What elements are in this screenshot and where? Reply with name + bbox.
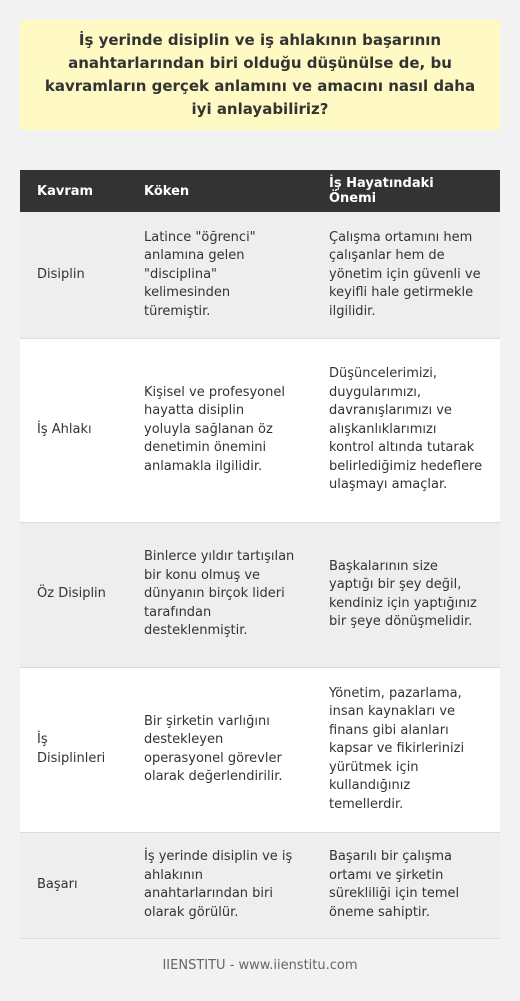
header-onemi: İş Hayatındaki Önemi — [312, 170, 500, 212]
table-row — [20, 338, 500, 522]
table-row — [20, 832, 500, 938]
cell-koken: Kişisel ve profesyonel hayatta disiplin yoluyla sağlanan öz denetimin önemini anlamakla ilgilidir. — [127, 338, 312, 522]
cell-onemi: Çalışma ortamını hem çalışanlar hem de yönetim için güvenli ve keyifli hale getirmekle ilgilidir. — [312, 212, 500, 338]
header-koken: Köken — [127, 170, 312, 212]
cell-onemi: Düşüncelerimizi, duygularımızı, davranışlarımızı ve alışkanlıklarımızı kontrol altında tutarak belirlediğimiz hedeflere ulaşmayı amaçlar. — [312, 338, 500, 522]
cell-koken: Binlerce yıldır tartışılan bir konu olmuş ve dünyanın birçok lideri tarafından desteklenmiştir. — [127, 522, 312, 667]
cell-koken: Latince "öğrenci" anlamına gelen "disciplina" kelimesinden türemiştir. — [127, 212, 312, 338]
cell-kavram: İş Ahlakı — [20, 338, 127, 522]
table-row — [20, 212, 500, 338]
cell-onemi: Başkalarının size yaptığı bir şey değil, kendiniz için yaptığınız bir şeye dönüşmelidir. — [312, 522, 500, 667]
cell-kavram: İş Disiplinleri — [20, 667, 127, 832]
cell-kavram: Disiplin — [20, 212, 127, 338]
cell-koken: Bir şirketin varlığını destekleyen operasyonel görevler olarak değerlendirilir. — [127, 667, 312, 832]
table-header-row — [20, 170, 500, 212]
cell-koken: İş yerinde disiplin ve iş ahlakının anahtarlarından biri olarak görülür. — [127, 832, 312, 938]
concept-table — [20, 170, 500, 939]
cell-kavram: Öz Disiplin — [20, 522, 127, 667]
cell-onemi: Yönetim, pazarlama, insan kaynakları ve finans gibi alanları kapsar ve fikirlerinizi yürütmek için kullandığınız temellerdir. — [312, 667, 500, 832]
footer-text: IIENSTITU - www.iienstitu.com — [162, 958, 358, 973]
question-text: İş yerinde disiplin ve iş ahlakının başarının anahtarlarından biri olduğu düşünülse de, bu kavramların gerçek anlamını ve amacını nasıl daha iyi anlayabiliriz? — [44, 31, 476, 118]
table-row — [20, 667, 500, 832]
cell-kavram: Başarı — [20, 832, 127, 938]
question-box — [20, 20, 500, 130]
table-row — [20, 522, 500, 667]
cell-onemi: Başarılı bir çalışma ortamı ve şirketin sürekliliği için temel öneme sahiptir. — [312, 832, 500, 938]
header-kavram: Kavram — [20, 170, 127, 212]
